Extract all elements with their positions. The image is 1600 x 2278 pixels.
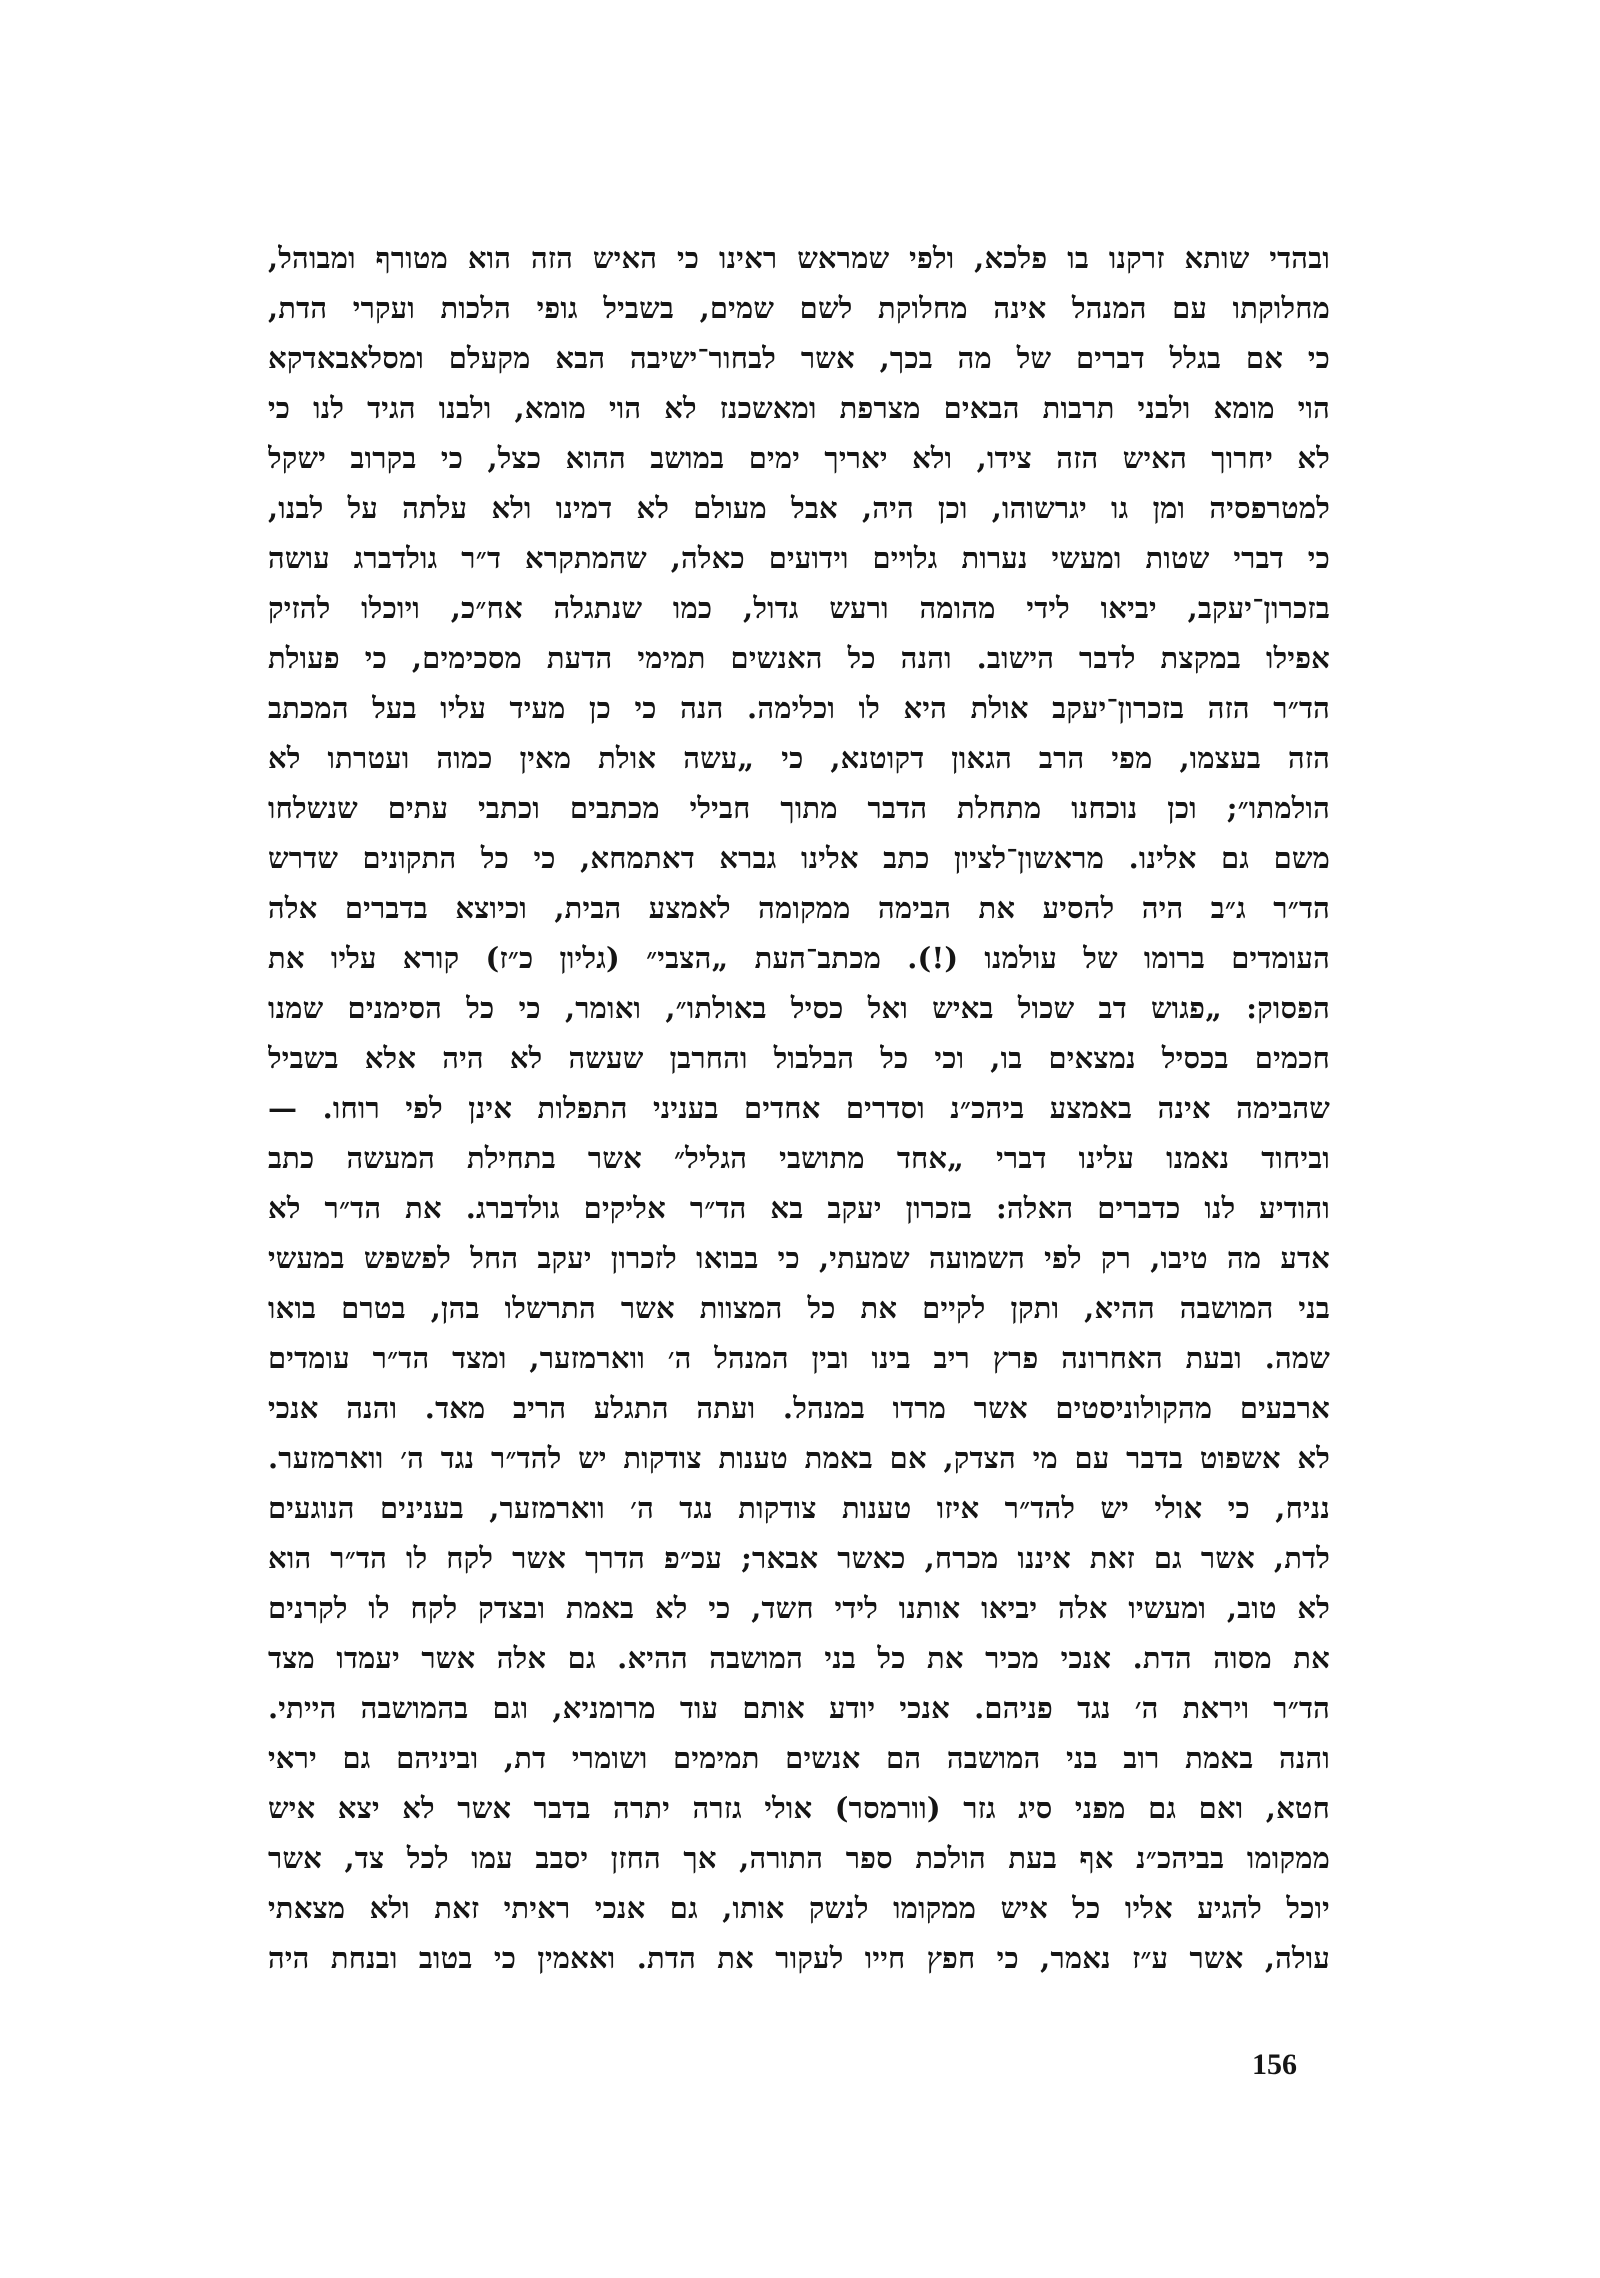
text-line: חטא, ואם גם מפני סיג גזר (וורמסר) אולי גזרה יתרה בדבר אשר לא יצא איש	[268, 1791, 1330, 1825]
page-number: 156	[1252, 2048, 1297, 2081]
text-line: בזכרון־יעקב, יביאו לידי מהומה ורעש גדול, כמו שנתגלה אח״כ, ויוכלו להזיק	[268, 591, 1330, 625]
text-line: הוי מומא ולבני תרבות הבאים מצרפת ומאשכנז לא הוי מומא, ולבנו הגיד לנו כי	[268, 391, 1330, 425]
text-line: ממקומו בביהכ״נ אף בעת הולכת ספר התורה, אך החזן יסבב עמו לכל צד, אשר	[268, 1841, 1330, 1875]
text-line: הד״ר הזה בזכרון־יעקב אולת היא לו וכלימה. הנה כי כן מעיד עליו בעל המכתב	[268, 691, 1330, 725]
text-line: והנה באמת רוב בני המושבה הם אנשים תמימים ושומרי דת, וביניהם גם יראי	[268, 1741, 1330, 1775]
text-line: חכמים בכסיל נמצאים בו, וכי כל הבלבול והחרבן שעשה לא היה אלא בשביל	[268, 1041, 1330, 1075]
text-line: הד״ר ויראת ה׳ נגד פניהם. אנכי יודע אותם עוד מרומניא, וגם בהמושבה הייתי.	[268, 1691, 1330, 1725]
text-line: העומדים ברומו של עולמנו (!). מכתב־העת „הצבי״ (גליון כ״ז) קורא עליו את	[268, 941, 1330, 975]
text-line: הד״ר ג״ב היה להסיע את הבימה ממקומה לאמצע הבית, וכיוצא בדברים אלה	[268, 891, 1330, 925]
text-line: הפסוק: „פגוש דב שכול באיש ואל כסיל באולתו״, ואומר, כי כל הסימנים שמנו	[268, 991, 1330, 1025]
text-line: לא טוב, ומעשיו אלה יביאו אותנו לידי חשד, כי לא באמת ובצדק לקח לו לקרנים	[268, 1591, 1330, 1625]
text-line: וביחוד נאמנו עלינו דברי „אחד מתושבי הגליל״ אשר בתחילת המעשה כתב	[268, 1141, 1330, 1175]
text-line: הולמתו״; וכן נוכחנו מתחלת הדבר מתוך חבילי מכתבים וכתבי עתים שנשלחו	[268, 791, 1330, 825]
text-line: לדת, אשר גם זאת איננו מכרח, כאשר אבאר; עכ״פ הדרך אשר לקח לו הד״ר הוא	[268, 1541, 1330, 1575]
text-line: והודיע לנו כדברים האלה: בזכרון יעקב בא הד״ר אליקים גולדברג. את הד״ר לא	[268, 1191, 1330, 1225]
text-line: מחלוקתו עם המנהל אינה מחלוקת לשם שמים, בשביל גופי הלכות ועקרי הדת,	[268, 291, 1330, 325]
text-line: לא יחרוך האיש הזה צידו, ולא יאריך ימים במושב ההוא כצל, כי בקרוב ישקל	[268, 441, 1330, 475]
text-line: ובהדי שותא זרקנו בו פלכא, ולפי שמראש ראינו כי האיש הזה הוא מטורף ומבוהל,	[268, 241, 1330, 275]
text-line: הזה בעצמו, מפי הרב הגאון דקוטנא, כי „עשה אולת מאין כמוה ועטרתו לא	[268, 741, 1330, 775]
text-line: עולה, אשר ע״ז נאמר, כי חפץ חייו לעקור את הדת. ואאמין כי בטוב ובנחת היה	[268, 1941, 1330, 1975]
text-line: למטרפסיה ומן גו יגרשוהו, וכן היה, אבל מעולם לא דמינו ולא עלתה על לבנו,	[268, 491, 1330, 525]
text-line: לא אשפוט בדבר עם מי הצדק, אם באמת טענות צודקות יש להד״ר נגד ה׳ ווארמזער.	[268, 1441, 1330, 1475]
text-line: יוכל להגיע אליו כל איש ממקומו לנשק אותו, גם אנכי ראיתי זאת ולא מצאתי	[268, 1891, 1330, 1925]
text-line: אפילו במקצת לדבר הישוב. והנה כל האנשים תמימי הדעת מסכימים, כי פעולת	[268, 641, 1330, 675]
text-line: כי דברי שטות ומעשי נערות גלויים וידועים כאלה, שהמתקרא ד״ר גולדברג עושה	[268, 541, 1330, 575]
text-line: בני המושבה ההיא, ותקן לקיים את כל המצוות אשר התרשלו בהן, בטרם בואו	[268, 1291, 1330, 1325]
text-line: כי אם בגלל דברים של מה בכך, אשר לבחור־ישיבה הבא מקעלם ומסלאבאדקא	[268, 341, 1330, 375]
text-line: נניח, כי אולי יש להד״ר איזו טענות צודקות נגד ה׳ ווארמזער, בענינים הנוגעים	[268, 1491, 1330, 1525]
text-line: אדע מה טיבו, רק לפי השמועה שמעתי, כי בבואו לזכרון יעקב החל לפשפש במעשי	[268, 1241, 1330, 1275]
text-line: שמה. ובעת האחרונה פרץ ריב בינו ובין המנהל ה׳ ווארמזער, ומצד הד״ר עומדים	[268, 1341, 1330, 1375]
body-text	[268, 233, 1330, 1983]
text-line: ארבעים מהקולוניסטים אשר מרדו במנהל. ועתה התגלע הריב מאד. והנה אנכי	[268, 1391, 1330, 1425]
text-line: את מסוה הדת. אנכי מכיר את כל בני המושבה ההיא. גם אלה אשר יעמדו מצד	[268, 1641, 1330, 1675]
text-line: שהבימה אינה באמצע ביהכ״נ וסדרים אחדים בעניני התפלות אינן לפי רוחו. —	[268, 1091, 1330, 1125]
text-line: משם גם אלינו. מראשון־לציון כתב אלינו גברא דאתמחא, כי כל התקונים שדרש	[268, 841, 1330, 875]
